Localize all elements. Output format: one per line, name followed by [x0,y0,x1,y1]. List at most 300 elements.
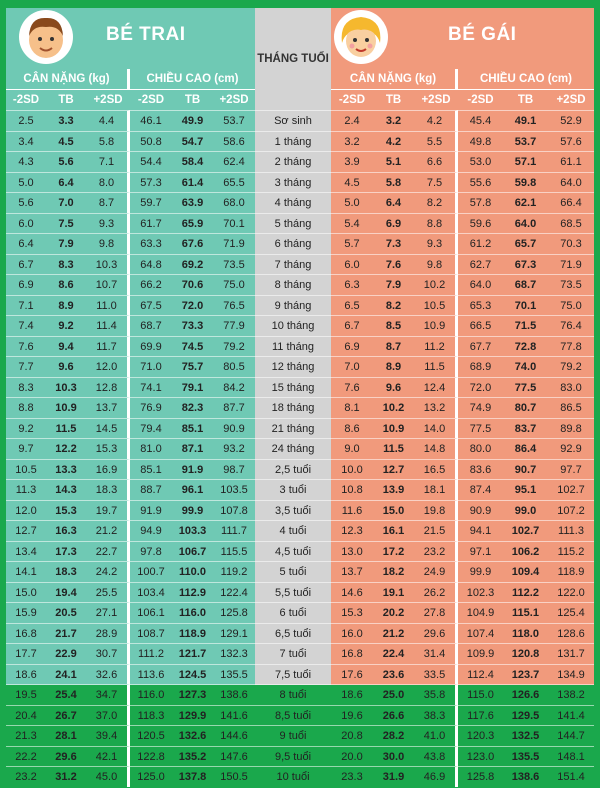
girl-cell: 102.7 [548,479,594,500]
girl-col-header: +2SD [421,94,451,106]
boy-cell: 77.9 [213,315,255,336]
month-cell: 8 tháng [255,274,331,295]
boy-cell: 15.3 [86,438,130,459]
month-cell: 5 tháng [255,213,331,234]
girl-cell: 57.1 [503,151,548,172]
boy-cell: 24.1 [46,664,86,685]
girl-row [331,438,594,459]
girl-row [331,233,594,254]
boy-cell: 58.6 [213,131,255,152]
boy-data-rows [6,110,255,787]
boy-cell: 10.9 [46,397,86,418]
boy-cell: 80.5 [213,356,255,377]
boy-cell: 91.9 [172,459,213,480]
girl-cell: 151.4 [548,766,594,787]
girl-cell: 72.0 [458,377,503,398]
boy-cell: 61.4 [172,172,213,193]
girl-cell: 14.0 [414,418,458,439]
girl-cell: 33.5 [414,664,458,685]
boy-cell: 15.3 [46,500,86,521]
month-cell: 3 tháng [255,172,331,193]
girl-cell: 6.7 [331,315,373,336]
boy-cell: 10.7 [86,274,130,295]
boy-cell: 87.7 [213,397,255,418]
girl-data-rows [331,110,594,787]
girl-cell: 17.6 [331,664,373,685]
girl-cell: 126.6 [503,684,548,705]
month-cell: Sơ sinh [255,110,331,131]
girl-cell: 125.4 [548,602,594,623]
boy-cell: 9.4 [46,336,86,357]
boy-cell: 19.7 [86,500,130,521]
boy-cell: 62.4 [213,151,255,172]
boy-cell: 10.5 [6,459,46,480]
girl-cell: 95.1 [503,479,548,500]
girl-row [331,151,594,172]
boy-cell: 7.1 [6,295,46,316]
girl-cell: 79.2 [548,356,594,377]
girl-cell: 13.9 [373,479,414,500]
girl-cell: 68.5 [548,213,594,234]
boy-cell: 99.9 [172,500,213,521]
boy-cell: 9.6 [46,356,86,377]
month-cell: 3 tuổi [255,479,331,500]
boy-cell: 74.5 [172,336,213,357]
girl-cell: 23.6 [373,664,414,685]
boy-group-headers [6,69,255,90]
boy-cell: 127.3 [172,684,213,705]
girl-cell: 53.0 [458,151,503,172]
boy-cell: 106.7 [172,541,213,562]
boy-cell: 17.7 [6,643,46,664]
boy-cell: 54.4 [130,151,172,172]
boy-cell: 118.3 [130,705,172,726]
boy-cell: 8.3 [46,254,86,275]
girl-col-header: +2SD [556,94,586,106]
girl-row [331,131,594,152]
girl-cell: 12.4 [414,377,458,398]
boy-cell: 46.1 [130,110,172,131]
girl-cell: 17.2 [373,541,414,562]
boy-cell: 71.0 [130,356,172,377]
girl-cell: 28.2 [373,725,414,746]
month-cell: 5 tuổi [255,561,331,582]
boy-cell: 3.3 [46,110,86,131]
month-cell: 11 tháng [255,336,331,357]
girl-cell: 16.8 [331,643,373,664]
boy-cell: 73.5 [213,254,255,275]
girl-cell: 49.8 [458,131,503,152]
girl-cell: 112.4 [458,664,503,685]
girl-cell: 64.0 [503,213,548,234]
girl-row [331,561,594,582]
boy-row [6,459,255,480]
girl-cell: 129.5 [503,705,548,726]
girl-cell: 109.4 [503,561,548,582]
boy-cell: 100.7 [130,561,172,582]
boy-cell: 58.4 [172,151,213,172]
boy-cell: 16.9 [86,459,130,480]
month-cell: 3,5 tuổi [255,500,331,521]
girl-cell: 21.5 [414,520,458,541]
girl-cell: 65.7 [503,233,548,254]
girl-cell: 4.2 [414,110,458,131]
boy-cell: 107.8 [213,500,255,521]
boy-cell: 9.3 [86,213,130,234]
girl-cell: 138.6 [503,766,548,787]
girl-row [331,418,594,439]
month-cell: 8,5 tuổi [255,705,331,726]
girl-height-label: CHIỀU CAO (cm) [458,69,594,90]
boy-row [6,725,255,746]
girl-cell: 123.7 [503,664,548,685]
boy-cell: 8.7 [86,192,130,213]
boy-cell: 14.5 [86,418,130,439]
boy-row [6,377,255,398]
girl-cell: 138.2 [548,684,594,705]
boy-cell: 135.2 [172,746,213,767]
boy-cell: 8.6 [46,274,86,295]
girl-cell: 18.1 [414,479,458,500]
girl-cell: 68.9 [458,356,503,377]
girl-cell: 97.7 [548,459,594,480]
boy-cell: 21.7 [46,623,86,644]
boy-cell: 115.5 [213,541,255,562]
girl-cell: 35.8 [414,684,458,705]
girl-row [331,315,594,336]
boy-cell: 71.9 [213,233,255,254]
boy-cell: 29.6 [46,746,86,767]
girl-face-icon [333,9,389,65]
boy-cell: 108.7 [130,623,172,644]
boy-row [6,254,255,275]
boy-cell: 18.3 [86,479,130,500]
girl-cell: 8.5 [373,315,414,336]
boy-col-header: TB [184,94,201,106]
girl-cell: 14.6 [331,582,373,603]
boy-cell: 13.3 [46,459,86,480]
boy-cell: 37.0 [86,705,130,726]
month-cell: 5,5 tuổi [255,582,331,603]
boy-cell: 76.9 [130,397,172,418]
girl-cell: 125.8 [458,766,503,787]
girl-row [331,254,594,275]
boy-cell: 75.0 [213,274,255,295]
girl-cell: 112.2 [503,582,548,603]
boy-cell: 10.3 [46,377,86,398]
boy-cell: 85.1 [172,418,213,439]
boy-cell: 7.6 [6,336,46,357]
boy-cell: 4.3 [6,151,46,172]
boy-cell: 12.8 [86,377,130,398]
girl-cell: 131.7 [548,643,594,664]
boy-cell: 21.2 [86,520,130,541]
girl-cell: 6.0 [331,254,373,275]
girl-cell: 99.0 [503,500,548,521]
girl-cell: 92.9 [548,438,594,459]
girl-row [331,172,594,193]
boy-cell: 11.3 [6,479,46,500]
girl-cell: 10.9 [414,315,458,336]
boy-cell: 18.3 [46,561,86,582]
girl-cell: 24.9 [414,561,458,582]
girl-cell: 107.4 [458,623,503,644]
boy-cell: 96.1 [172,479,213,500]
girl-cell: 8.7 [373,336,414,357]
boy-cell: 135.5 [213,664,255,685]
boy-cell: 122.8 [130,746,172,767]
girl-cell: 141.4 [548,705,594,726]
boy-cell: 63.9 [172,192,213,213]
boy-cell: 22.9 [46,643,86,664]
month-panel [255,8,331,783]
boy-cell: 63.3 [130,233,172,254]
boy-cell: 6.7 [6,254,46,275]
boy-cell: 9.2 [46,315,86,336]
girl-cell: 57.8 [458,192,503,213]
girl-cell: 65.3 [458,295,503,316]
boy-title: BÉ TRAI [106,24,186,45]
girl-cell: 10.2 [373,397,414,418]
boy-cell: 50.8 [130,131,172,152]
girl-row [331,295,594,316]
boy-cell: 30.7 [86,643,130,664]
boy-cell: 45.0 [86,766,130,787]
girl-col-header: TB [385,94,402,106]
boy-row [6,274,255,295]
girl-cell: 122.0 [548,582,594,603]
boy-cell: 68.0 [213,192,255,213]
girl-cell: 9.0 [331,438,373,459]
girl-row [331,356,594,377]
month-cell: 6,5 tuổi [255,623,331,644]
boy-cell: 21.3 [6,725,46,746]
boy-cell: 75.7 [172,356,213,377]
girl-row [331,684,594,705]
boy-column-headers [6,90,255,110]
girl-row [331,459,594,480]
girl-cell: 61.2 [458,233,503,254]
girl-cell: 111.3 [548,520,594,541]
girl-cell: 10.9 [373,418,414,439]
girl-cell: 115.2 [548,541,594,562]
girl-cell: 71.9 [548,254,594,275]
boy-row [6,623,255,644]
boy-cell: 79.4 [130,418,172,439]
girl-cell: 5.4 [331,213,373,234]
girl-cell: 117.6 [458,705,503,726]
girl-row [331,602,594,623]
boy-cell: 69.2 [172,254,213,275]
girl-cell: 29.6 [414,623,458,644]
girl-cell: 19.6 [331,705,373,726]
boy-cell: 94.9 [130,520,172,541]
boy-cell: 6.4 [6,233,46,254]
girl-cell: 74.9 [458,397,503,418]
boy-cell: 34.7 [86,684,130,705]
boy-cell: 79.2 [213,336,255,357]
girl-cell: 45.4 [458,110,503,131]
girl-cell: 97.1 [458,541,503,562]
girl-cell: 59.8 [503,172,548,193]
boy-cell: 8.3 [6,377,46,398]
boy-cell: 13.7 [86,397,130,418]
boy-cell: 93.2 [213,438,255,459]
girl-cell: 144.7 [548,725,594,746]
girl-cell: 104.9 [458,602,503,623]
girl-cell: 10.8 [331,479,373,500]
girl-cell: 134.9 [548,664,594,685]
month-cell: 9 tháng [255,295,331,316]
boy-col-header: TB [58,94,74,106]
boy-cell: 20.5 [46,602,86,623]
girl-row [331,479,594,500]
girl-cell: 115.1 [503,602,548,623]
girl-cell: 4.5 [331,172,373,193]
girl-cell: 31.4 [414,643,458,664]
boy-cell: 26.7 [46,705,86,726]
boy-cell: 64.8 [130,254,172,275]
girl-cell: 109.9 [458,643,503,664]
girl-cell: 6.9 [373,213,414,234]
girl-row [331,110,594,131]
boy-cell: 61.7 [130,213,172,234]
girl-cell: 106.2 [503,541,548,562]
month-cell: 4 tháng [255,192,331,213]
girl-cell: 90.7 [503,459,548,480]
girl-cell: 43.8 [414,746,458,767]
girl-cell: 7.6 [373,254,414,275]
boy-cell: 14.3 [46,479,86,500]
girl-cell: 11.2 [414,336,458,357]
boy-row [6,582,255,603]
girl-cell: 102.7 [503,520,548,541]
girl-cell: 7.0 [331,356,373,377]
girl-cell: 74.0 [503,356,548,377]
girl-cell: 22.4 [373,643,414,664]
boy-cell: 144.6 [213,725,255,746]
boy-cell: 110.0 [172,561,213,582]
girl-cell: 13.7 [331,561,373,582]
boy-cell: 12.7 [6,520,46,541]
boy-cell: 5.6 [6,192,46,213]
boy-cell: 31.2 [46,766,86,787]
boy-cell: 88.7 [130,479,172,500]
boy-cell: 7.7 [6,356,46,377]
girl-cell: 86.4 [503,438,548,459]
boy-cell: 68.7 [130,315,172,336]
girl-cell: 3.2 [331,131,373,152]
boy-cell: 22.7 [86,541,130,562]
girl-cell: 8.1 [331,397,373,418]
girl-cell: 5.7 [331,233,373,254]
girl-cell: 83.0 [548,377,594,398]
girl-cell: 64.0 [548,172,594,193]
boy-height-label: CHIỀU CAO (cm) [130,69,255,90]
girl-cell: 10.0 [331,459,373,480]
girl-cell: 11.5 [373,438,414,459]
boy-cell: 5.0 [6,172,46,193]
boy-header [6,8,255,66]
boy-cell: 5.8 [86,131,130,152]
boy-cell: 97.8 [130,541,172,562]
boy-cell: 4.5 [46,131,86,152]
girl-cell: 5.8 [373,172,414,193]
girl-cell: 19.1 [373,582,414,603]
girl-cell: 77.5 [458,418,503,439]
month-header: THÁNG TUỔI [257,53,329,65]
boy-cell: 132.6 [172,725,213,746]
boy-cell: 125.8 [213,602,255,623]
girl-cell: 16.5 [414,459,458,480]
boy-row [6,705,255,726]
girl-cell: 26.2 [414,582,458,603]
boy-row [6,438,255,459]
boy-cell: 19.5 [6,684,46,705]
girl-cell: 148.1 [548,746,594,767]
boy-row [6,561,255,582]
boy-cell: 129.1 [213,623,255,644]
boy-cell: 129.9 [172,705,213,726]
boy-row [6,479,255,500]
boy-cell: 6.4 [46,172,86,193]
boy-row [6,131,255,152]
boy-row [6,766,255,787]
girl-cell: 77.5 [503,377,548,398]
girl-cell: 8.9 [373,356,414,377]
boy-cell: 98.7 [213,459,255,480]
month-cell: 12 tháng [255,356,331,377]
boy-cell: 12.0 [6,500,46,521]
boy-cell: 11.5 [46,418,86,439]
girl-cell: 11.5 [414,356,458,377]
girl-cell: 31.9 [373,766,414,787]
boy-cell: 67.5 [130,295,172,316]
girl-cell: 9.3 [414,233,458,254]
boy-cell: 90.9 [213,418,255,439]
boy-cell: 54.7 [172,131,213,152]
boy-cell: 10.3 [86,254,130,275]
boy-cell: 69.9 [130,336,172,357]
boy-cell: 3.4 [6,131,46,152]
girl-row [331,213,594,234]
girl-cell: 61.1 [548,151,594,172]
girl-cell: 70.3 [548,233,594,254]
girl-cell: 80.7 [503,397,548,418]
boy-cell: 7.1 [86,151,130,172]
boy-cell: 72.0 [172,295,213,316]
girl-cell: 5.5 [414,131,458,152]
boy-cell: 7.9 [46,233,86,254]
girl-cell: 89.8 [548,418,594,439]
month-cell: 15 tháng [255,377,331,398]
girl-cell: 5.1 [373,151,414,172]
boy-row [6,500,255,521]
boy-row [6,643,255,664]
boy-cell: 20.4 [6,705,46,726]
girl-row [331,500,594,521]
girl-cell: 64.0 [458,274,503,295]
girl-row [331,664,594,685]
boy-cell: 14.1 [6,561,46,582]
girl-cell: 21.2 [373,623,414,644]
girl-cell: 10.2 [414,274,458,295]
boy-cell: 65.5 [213,172,255,193]
girl-cell: 16.0 [331,623,373,644]
girl-cell: 7.5 [414,172,458,193]
boy-row [6,684,255,705]
boy-cell: 22.2 [6,746,46,767]
